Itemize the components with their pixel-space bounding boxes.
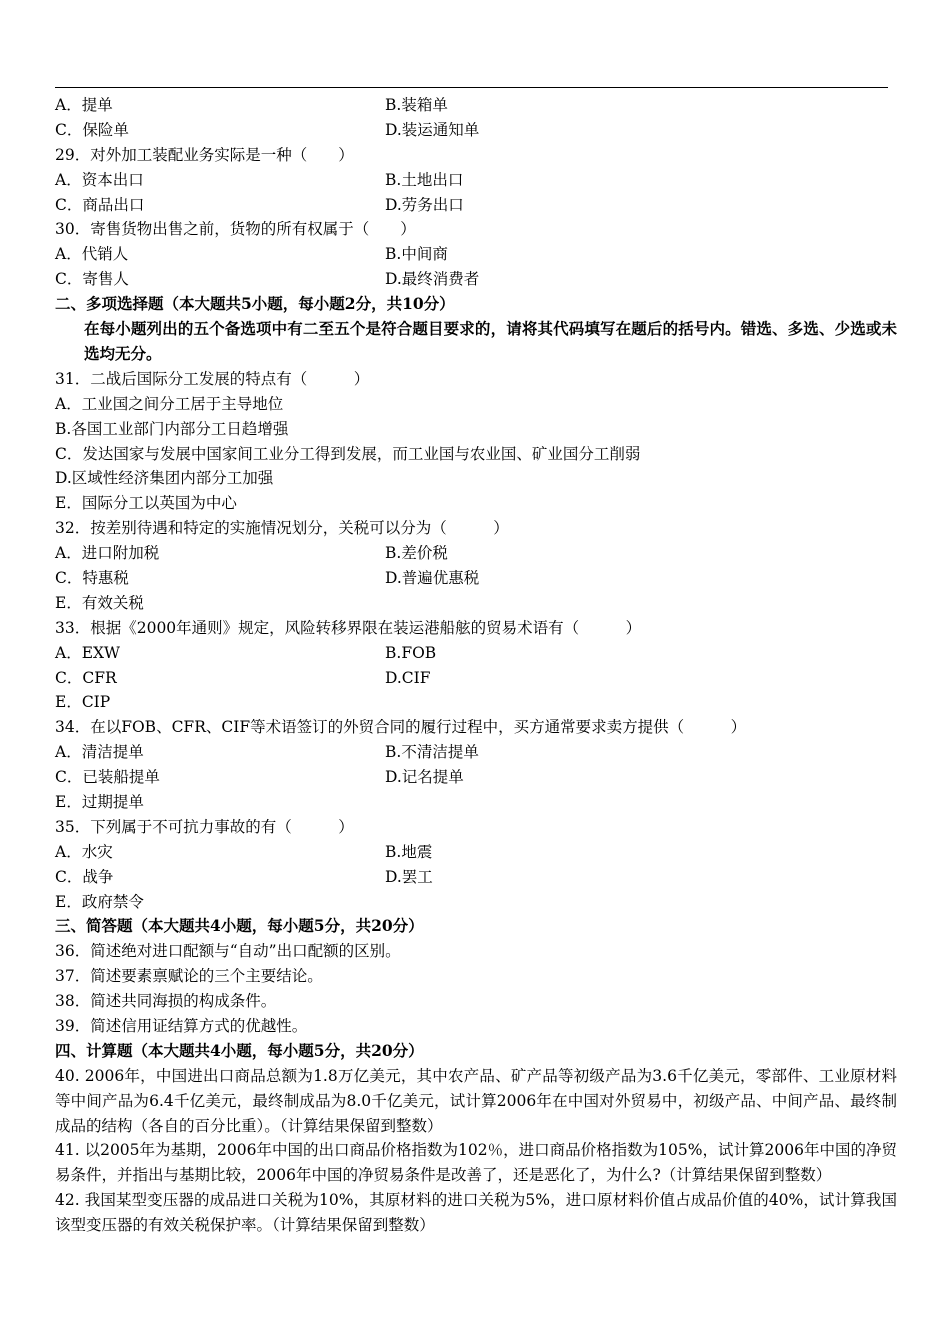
question-line: 31．二战后国际分工发展的特点有（ ） (55, 369, 370, 388)
section-instructions: 在每小题列出的五个备选项中有二至五个是符合题目要求的，请将其代码填写在题后的括号内。错选、多选、少选或未选均无分。 (84, 319, 897, 363)
section-heading: 三、简答题（本大题共4小题，每小题5分，共20分） (55, 916, 424, 936)
question-line: E．国际分工以英国为中心 (55, 494, 237, 513)
question-line: 29．对外加工装配业务实际是一种（ ） (55, 145, 354, 164)
option-item: B.土地出口 (385, 170, 464, 189)
option-item: A．代销人 (55, 245, 129, 264)
question-paragraph: 41. 以2005年为基期，2006年中国的出口商品价格指数为102％，进口商品价格指数为105%，试计算2006年中国的净贸易条件，并指出与基期比较，2006年中国的净贸易条件是改善了，还是恶化了，为什么?（计算结果保留到整数） (55, 1141, 897, 1185)
option-row (55, 168, 897, 193)
option-row (55, 566, 897, 591)
option-item: D.普遍优惠税 (385, 568, 480, 587)
option-item: B.装箱单 (385, 96, 448, 114)
option-item: A．清洁提单 (55, 743, 144, 762)
option-item: C．战争 (55, 867, 114, 886)
question-line: E．过期提单 (55, 792, 144, 811)
option-item: B.FOB (385, 643, 437, 662)
question-line: E．政府禁令 (55, 892, 144, 911)
option-row (55, 641, 897, 666)
option-item: A．水灾 (55, 842, 113, 861)
section-heading: 四、计算题（本大题共4小题，每小题5分，共20分） (55, 1040, 424, 1060)
option-item: D.罢工 (385, 867, 433, 886)
option-item: C．商品出口 (55, 195, 145, 214)
option-row (55, 93, 897, 118)
question-line: 35．下列属于不可抗力事故的有（ ） (55, 817, 354, 836)
question-line: A．工业国之间分工居于主导地位 (55, 394, 284, 413)
option-row (55, 865, 897, 890)
option-row (55, 267, 897, 292)
option-item: D.劳务出口 (385, 195, 464, 214)
option-item: B.不清洁提单 (385, 743, 479, 762)
question-line: B.各国工业部门内部分工日趋增强 (55, 419, 289, 438)
question-line: 34．在以FOB、CFR、CIF等术语签订的外贸合同的履行过程中，买方通常要求卖方提供（ ） (55, 718, 747, 737)
option-item: A．提单 (55, 96, 113, 114)
option-item: B.中间商 (385, 245, 448, 264)
option-item: C．已装船提单 (55, 768, 160, 787)
question-line: 30．寄售货物出售之前，货物的所有权属于（ ） (55, 220, 416, 239)
question-line: 38．简述共同海损的构成条件。 (55, 992, 277, 1011)
question-line: C．发达国家与发展中国家间工业分工得到发展，而工业国与农业国、矿业国分工削弱 (55, 444, 641, 463)
option-item: D.最终消费者 (385, 270, 480, 289)
option-row (55, 118, 897, 143)
option-item: D.装运通知单 (385, 120, 480, 139)
option-row (55, 765, 897, 790)
option-row (55, 666, 897, 691)
question-line: E．CIP (55, 693, 111, 712)
question-line: D.区域性经济集团内部分工加强 (55, 469, 274, 488)
option-row (55, 541, 897, 566)
question-line: 37．简述要素禀赋论的三个主要结论。 (55, 967, 323, 986)
option-item: C．CFR (55, 668, 117, 687)
option-row (55, 840, 897, 865)
option-row (55, 242, 897, 267)
question-line: 39．简述信用证结算方式的优越性。 (55, 1016, 308, 1035)
option-item: A．资本出口 (55, 170, 144, 189)
option-item: B.差价税 (385, 544, 448, 563)
option-item: C．寄售人 (55, 270, 129, 289)
question-line: E．有效关税 (55, 593, 144, 612)
question-line: 32．按差别待遇和特定的实施情况划分，关税可以分为（ ） (55, 519, 509, 538)
header-rule (55, 87, 888, 88)
option-item: C．特惠税 (55, 568, 129, 587)
option-item: A．进口附加税 (55, 544, 160, 563)
question-paragraph: 42. 我国某型变压器的成品进口关税为10%，其原材料的进口关税为5%，进口原材料价值占成品价值的40%，试计算我国该型变压器的有效关税保护率。（计算结果保留到整数） (55, 1191, 897, 1235)
option-item: C．保险单 (55, 120, 129, 139)
option-item: B.地震 (385, 842, 433, 861)
question-line: 36．简述绝对进口配额与“自动”出口配额的区别。 (55, 942, 401, 961)
option-item: D.记名提单 (385, 768, 464, 787)
section-heading: 二、多项选择题（本大题共5小题，每小题2分，共10分） (55, 294, 455, 314)
option-item: A．EXW (55, 643, 120, 662)
option-row (55, 193, 897, 218)
option-row (55, 740, 897, 765)
exam-content (55, 93, 897, 1238)
question-line: 33．根据《2000年通则》规定，风险转移界限在装运港船舷的贸易术语有（ ） (55, 618, 642, 637)
question-paragraph: 40. 2006年，中国进出口商品总额为1.8万亿美元，其中农产品、矿产品等初级产品为3.6千亿美元，零部件、工业原材料等中间产品为6.4千亿美元，最终制成品为8.0千亿美元，试计算2006年在中国对外贸易中，初级产品、中间产品、最终制成品的结构（各自的百分比重）。（计算结果保留到整数） (55, 1066, 897, 1135)
option-item: D.CIF (385, 668, 431, 687)
